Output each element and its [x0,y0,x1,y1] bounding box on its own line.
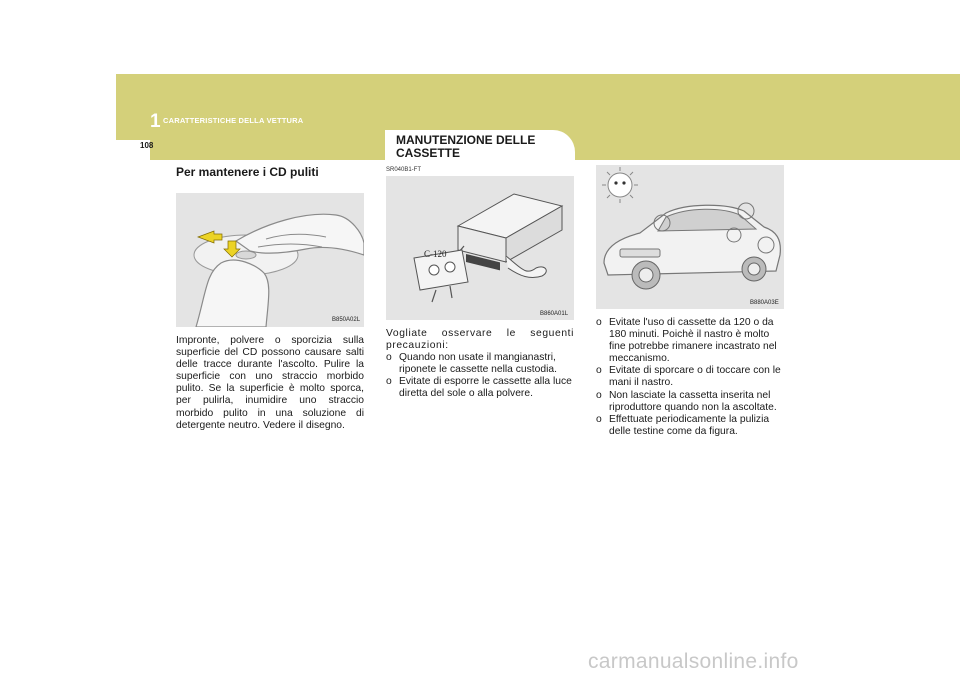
page-number: 108 [140,141,154,150]
list-item: o Non lasciate la cassetta inserita nel riproduttore quando non la ascoltate. [596,389,777,413]
cassette-figure [386,176,574,320]
list-item: o Quando non usate il mangianastri, riponete le cassette nella custodia. [386,352,557,376]
cd-paragraph: Impronte, polvere o sporcizia sulla superficie del CD possono causare salti delle tracce durante l'ascolto. Pulire la superficie con uno straccio morbido pulito. Se la superficie è molto sporca, per pulirla, inumidire uno straccio morbido pulito in una soluzione di detergente neutro. Vedere il disegno. [176,335,364,431]
figure-code-middle: B860A01L [540,311,569,317]
list-item: o Effettuate periodicamente la pulizia delle testine come da figura. [596,413,770,437]
bullet-marker: o [386,376,392,388]
cassette-intro: Vogliate osservare le seguenti precauzioni: [386,328,574,352]
cassette-player-illustration [386,176,574,320]
list-item: o Evitate di esporre le cassette alla luce diretta del sole o alla polvere. [386,376,572,400]
figure-code-left: B850A02L [332,317,361,323]
car-bullets [596,317,784,438]
chapter-number: 1 [150,111,161,132]
figure-code-right: B880A03E [750,300,779,306]
cassette-bullets [386,352,574,400]
cassette-label: C-120 [424,249,447,259]
list-item: o Evitate di sporcare o di toccare con le mani il nastro. [596,365,781,389]
bullet-marker: o [596,389,602,401]
bullet-marker: o [596,317,602,328]
sedan-sun-illustration [596,165,784,309]
bullet-marker: o [596,413,602,425]
hands-cd-illustration [176,193,364,327]
section-title-line2: CASSETTE [396,146,461,160]
watermark: carmanualsonline.info [588,650,799,673]
section-code: SR040B1-FT [386,167,422,173]
cd-heading: Per mantenere i CD puliti [176,165,319,179]
list-item: o Evitate l'uso di cassette da 120 o da 180 minuti. Poichè il nastro è molto fine potrebbe rimanere incastrato nel meccanismo. [596,317,777,365]
section-title-line1: MANUTENZIONE DELLE [396,133,536,147]
cd-cleaning-figure [176,193,364,327]
bullet-marker: o [386,352,392,363]
chapter-title: CARATTERISTICHE DELLA VETTURA [163,116,304,125]
section-title [396,134,535,160]
bullet-marker: o [596,365,602,377]
car-figure [596,165,784,309]
